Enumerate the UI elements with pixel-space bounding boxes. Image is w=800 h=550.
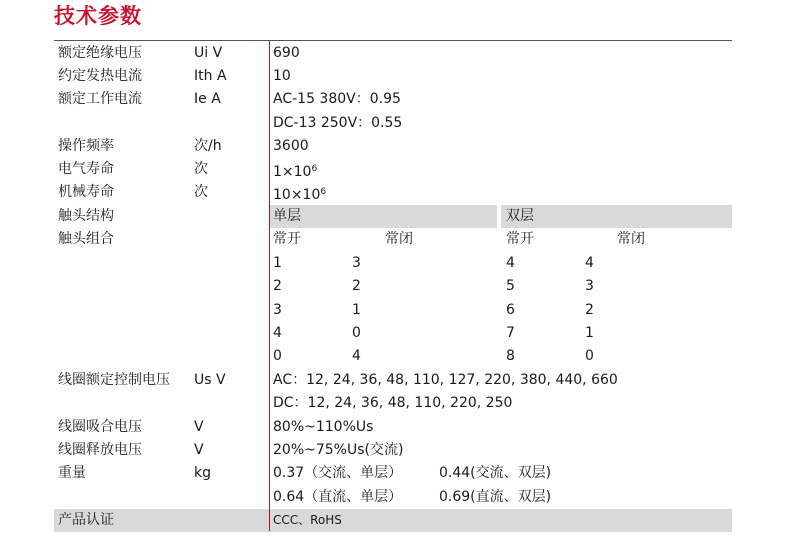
weight-dc-double: 0.69(直流、双层) bbox=[439, 489, 552, 505]
double-no-value: 6 bbox=[506, 302, 515, 318]
row-coil-voltage-dc bbox=[54, 392, 732, 415]
row-unit: 次 bbox=[194, 161, 208, 177]
double-nc-value: 4 bbox=[585, 255, 594, 271]
single-no-value: 3 bbox=[273, 302, 282, 318]
double-nc-value: 3 bbox=[585, 278, 594, 294]
row-label: 触头组合 bbox=[58, 231, 114, 247]
row-value: 20%~75%Us(交流) bbox=[273, 442, 404, 458]
row-label: 产品认证 bbox=[58, 512, 114, 528]
row-weight bbox=[54, 462, 732, 485]
row-contact-structure bbox=[54, 205, 732, 228]
life-exponent: 6 bbox=[311, 164, 318, 174]
row-unit: Ie A bbox=[194, 91, 221, 107]
row-value: 3600 bbox=[273, 138, 309, 154]
row-value: DC-13 250V：0.55 bbox=[273, 115, 403, 131]
row-coil-voltage bbox=[54, 369, 732, 392]
row-unit: Us V bbox=[194, 372, 226, 388]
row-label: 线圈额定控制电压 bbox=[58, 372, 170, 388]
row-electrical-life bbox=[54, 158, 732, 181]
life-base: 1×10 bbox=[273, 164, 312, 180]
row-value bbox=[273, 181, 326, 207]
single-nc-header: 常闭 bbox=[385, 231, 413, 247]
row-mechanical-life bbox=[54, 181, 732, 204]
single-nc-value: 2 bbox=[352, 278, 361, 294]
single-no-value: 4 bbox=[273, 325, 282, 341]
double-no-value: 8 bbox=[506, 348, 515, 364]
row-unit: Ui V bbox=[194, 45, 223, 61]
row-operating-current bbox=[54, 88, 732, 111]
double-no-value: 5 bbox=[506, 278, 515, 294]
combo-row bbox=[54, 252, 732, 275]
row-operating-current-dc bbox=[54, 112, 732, 135]
row-label: 额定绝缘电压 bbox=[58, 45, 142, 61]
coil-dc-values: DC：12, 24, 36, 48, 110, 220, 250 bbox=[273, 395, 513, 411]
row-label: 机械寿命 bbox=[58, 184, 114, 200]
row-label: 约定发热电流 bbox=[58, 68, 142, 84]
row-unit: V bbox=[194, 419, 204, 435]
row-release-voltage bbox=[54, 439, 732, 462]
row-label: 线圈释放电压 bbox=[58, 442, 142, 458]
double-nc-value: 0 bbox=[585, 348, 594, 364]
row-operating-frequency bbox=[54, 135, 732, 158]
single-nc-value: 4 bbox=[352, 348, 361, 364]
single-nc-value: 1 bbox=[352, 302, 361, 318]
weight-dc-single: 0.64（直流、单层） bbox=[273, 489, 403, 505]
single-no-value: 1 bbox=[273, 255, 282, 271]
life-exponent: 6 bbox=[320, 187, 327, 197]
section-title: 技术参数 bbox=[54, 4, 142, 28]
double-no-value: 4 bbox=[506, 255, 515, 271]
row-value: AC-15 380V：0.95 bbox=[273, 91, 401, 107]
row-unit: Ith A bbox=[194, 68, 227, 84]
coil-ac-values: AC：12, 24, 36, 48, 110, 127, 220, 380, 440, 660 bbox=[273, 372, 618, 388]
double-nc-header: 常闭 bbox=[617, 231, 645, 247]
weight-ac-single: 0.37（交流、单层） bbox=[273, 465, 403, 481]
single-no-header: 常开 bbox=[273, 231, 301, 247]
row-unit: V bbox=[194, 442, 204, 458]
row-unit: kg bbox=[194, 465, 211, 481]
row-label: 操作频率 bbox=[58, 138, 114, 154]
top-rule bbox=[54, 40, 732, 41]
double-no-value: 7 bbox=[506, 325, 515, 341]
combo-row bbox=[54, 299, 732, 322]
row-label: 电气寿命 bbox=[58, 161, 114, 177]
combo-row bbox=[54, 322, 732, 345]
single-nc-value: 0 bbox=[352, 325, 361, 341]
double-nc-value: 2 bbox=[585, 302, 594, 318]
row-label: 额定工作电流 bbox=[58, 91, 142, 107]
row-unit: 次/h bbox=[194, 138, 222, 154]
life-base: 10×10 bbox=[273, 187, 321, 203]
combo-row bbox=[54, 275, 732, 298]
single-no-value: 0 bbox=[273, 348, 282, 364]
row-weight-dc bbox=[54, 486, 732, 509]
double-no-header: 常开 bbox=[506, 231, 534, 247]
row-value: CCC、RoHS bbox=[273, 513, 342, 527]
row-value: 10 bbox=[273, 68, 291, 84]
single-no-value: 2 bbox=[273, 278, 282, 294]
row-label: 线圈吸合电压 bbox=[58, 419, 142, 435]
double-nc-value: 1 bbox=[585, 325, 594, 341]
combo-row bbox=[54, 345, 732, 368]
row-unit: 次 bbox=[194, 184, 208, 200]
row-certification bbox=[54, 509, 732, 532]
row-thermal-current bbox=[54, 65, 732, 88]
single-layer-header: 单层 bbox=[273, 208, 301, 224]
weight-ac-double: 0.44(交流、双层) bbox=[439, 465, 552, 481]
single-nc-value: 3 bbox=[352, 255, 361, 271]
row-insulation-voltage bbox=[54, 42, 732, 65]
row-contact-combination bbox=[54, 228, 732, 251]
row-value: 690 bbox=[273, 45, 300, 61]
double-layer-header: 双层 bbox=[506, 208, 534, 224]
column-divider bbox=[269, 41, 270, 531]
row-value: 80%~110%Us bbox=[273, 419, 374, 435]
row-pickup-voltage bbox=[54, 416, 732, 439]
row-label: 重量 bbox=[58, 465, 86, 481]
row-label: 触头结构 bbox=[58, 208, 114, 224]
